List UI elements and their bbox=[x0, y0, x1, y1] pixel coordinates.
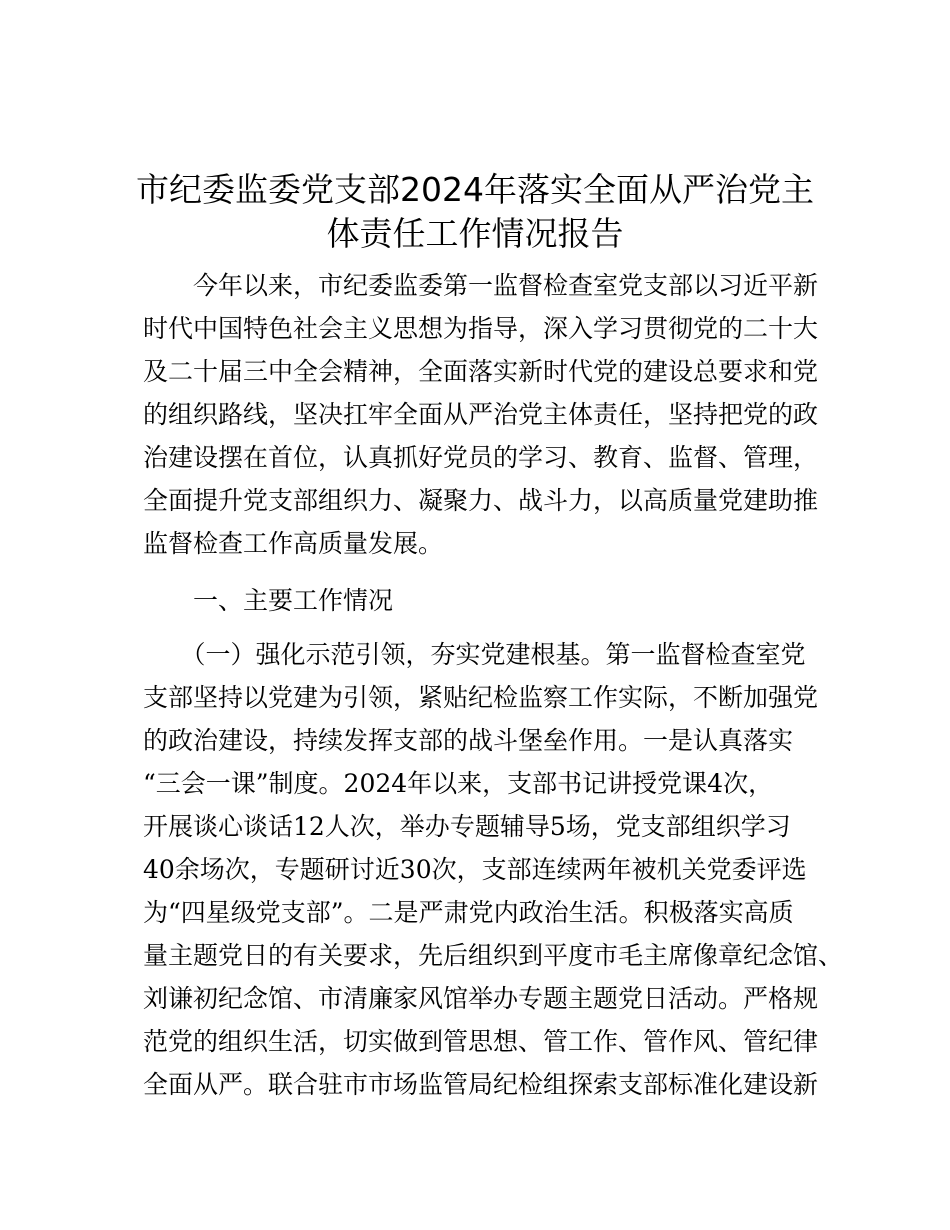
body-text-line: 范党的组织生活，切实做到管思想、管工作、管作风、管纪律 bbox=[143, 1027, 819, 1056]
body-text-line: 刘谦初纪念馆、市清廉家风馆举办专题主题党日活动。严格规 bbox=[143, 984, 819, 1013]
body-text-line: 量主题党日的有关要求，先后组织到平度市毛主席像章纪念馆、 bbox=[143, 941, 844, 970]
body-text-line: “三会一课”制度。2024年以来，支部书记讲授党课4次， bbox=[143, 769, 774, 798]
body-text-line: 为“四星级党支部”。二是严肃党内政治生活。积极落实高质 bbox=[143, 898, 794, 927]
body-text-line: 全面提升党支部组织力、凝聚力、战斗力，以高质量党建助推 bbox=[143, 486, 819, 515]
body-text-line: 40余场次，专题研讨近30次，支部连续两年被机关党委评选 bbox=[143, 855, 807, 884]
body-text-line: 时代中国特色社会主义思想为指导，深入学习贯彻党的二十大 bbox=[143, 314, 819, 343]
section-heading: 一、主要工作情况 bbox=[143, 586, 394, 615]
body-text-line: 的组织路线，坚决扛牢全面从严治党主体责任，坚持把党的政 bbox=[143, 400, 819, 429]
document-title-line-2: 体责任工作情况报告 bbox=[326, 214, 624, 253]
body-text-line: 的政治建设，持续发挥支部的战斗堡垒作用。一是认真落实 bbox=[143, 726, 794, 755]
body-text-line: 支部坚持以党建为引领，紧贴纪检监察工作实际，不断加强党 bbox=[143, 683, 819, 712]
body-text-line: （一）强化示范引领，夯实党建根基。第一监督检查室党 bbox=[143, 640, 806, 669]
document-title-line-1: 市纪委监委党支部2024年落实全面从严治党主 bbox=[136, 170, 814, 209]
body-text-line: 监督检查工作高质量发展。 bbox=[143, 529, 444, 558]
body-text-line: 今年以来，市纪委监委第一监督检查室党支部以习近平新 bbox=[143, 271, 819, 300]
body-text-line: 及二十届三中全会精神，全面落实新时代党的建设总要求和党 bbox=[143, 357, 819, 386]
body-text-line: 治建设摆在首位，认真抓好党员的学习、教育、监督、管理， bbox=[143, 443, 819, 472]
body-text-line: 全面从严。联合驻市市场监管局纪检组探索支部标准化建设新 bbox=[143, 1070, 819, 1099]
body-text-line: 开展谈心谈话12人次，举办专题辅导5场，党支部组织学习 bbox=[143, 812, 791, 841]
